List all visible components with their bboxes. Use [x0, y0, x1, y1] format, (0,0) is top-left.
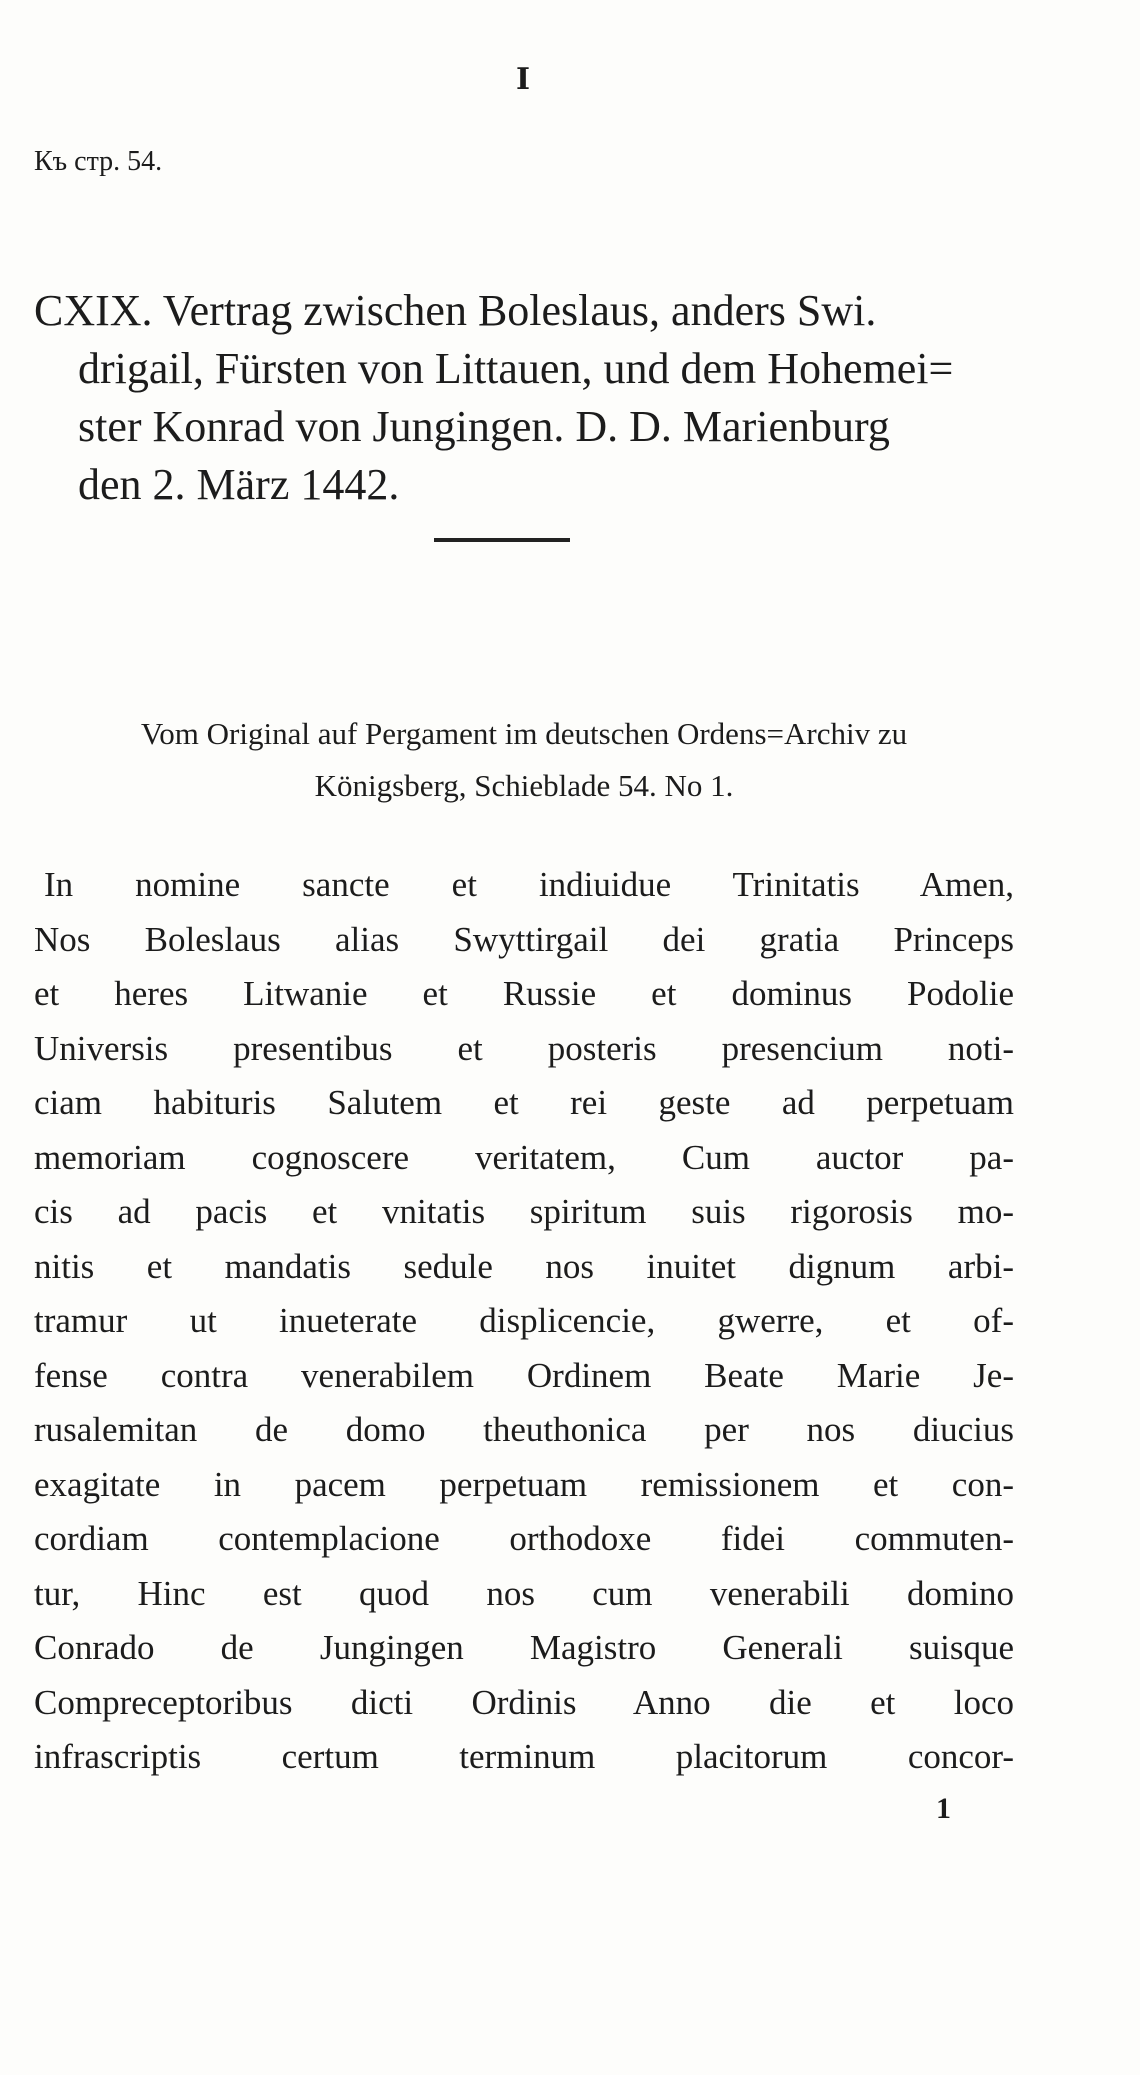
title-line: den 2. März 1442. — [78, 460, 400, 509]
body-line: Conrado de Jungingen Magistro Generali suisque — [34, 1628, 1014, 1667]
body-line: infrascriptis certum terminum placitorum concor- — [34, 1737, 1014, 1776]
reference-note: Къ стр. 54. — [34, 146, 163, 177]
body-line: cis ad pacis et vnitatis spiritum suis rigorosis mo- — [34, 1192, 1014, 1231]
body-line: Compreceptoribus dicti Ordinis Anno die et loco — [34, 1682, 1014, 1722]
body-line: exagitate in pacem perpetuam remissionem et con- — [34, 1464, 1014, 1504]
body-text — [34, 858, 1014, 1785]
body-line: In nomine sancte et indiuidue Trinitatis Amen, — [44, 865, 1014, 904]
document-title — [34, 282, 1014, 514]
body-line: tramur ut inueterate displicencie, gwerre, et of- — [34, 1301, 1014, 1340]
source-line: Vom Original auf Pergament im deutschen Ordens=Archiv zu — [140, 716, 908, 751]
source-line: Königsberg, Schieblade 54. No 1. — [314, 768, 734, 803]
body-line: nitis et mandatis sedule nos inuitet dignum arbi- — [34, 1246, 1014, 1286]
title-line: CXIX. Vertrag zwischen Boleslaus, anders Swi. — [34, 286, 877, 335]
body-line: rusalemitan de domo theuthonica per nos diucius — [34, 1410, 1014, 1449]
body-line: et heres Litwanie et Russie et dominus Podolie — [34, 974, 1014, 1013]
source-note — [34, 708, 1014, 812]
body-line: cordiam contemplacione orthodoxe fidei commuten- — [34, 1519, 1014, 1558]
title-line: drigail, Fürsten von Littauen, und dem Hohemei= — [78, 344, 954, 393]
title-line: ster Konrad von Jungingen. D. D. Marienburg — [78, 402, 890, 451]
section-divider — [434, 538, 570, 542]
page-number: I — [515, 62, 531, 97]
body-line: memoriam cognoscere veritatem, Cum auctor pa- — [34, 1137, 1014, 1177]
body-line: tur, Hinc est quod nos cum venerabili domino — [34, 1573, 1014, 1613]
signature-mark: 1 — [936, 1792, 951, 1825]
body-line: Universis presentibus et posteris presencium noti- — [34, 1028, 1014, 1068]
body-line: Nos Boleslaus alias Swyttirgail dei gratia Princeps — [34, 919, 1014, 959]
body-line: fense contra venerabilem Ordinem Beate Marie Je- — [34, 1355, 1014, 1395]
body-line: ciam habituris Salutem et rei geste ad perpetuam — [34, 1083, 1014, 1122]
